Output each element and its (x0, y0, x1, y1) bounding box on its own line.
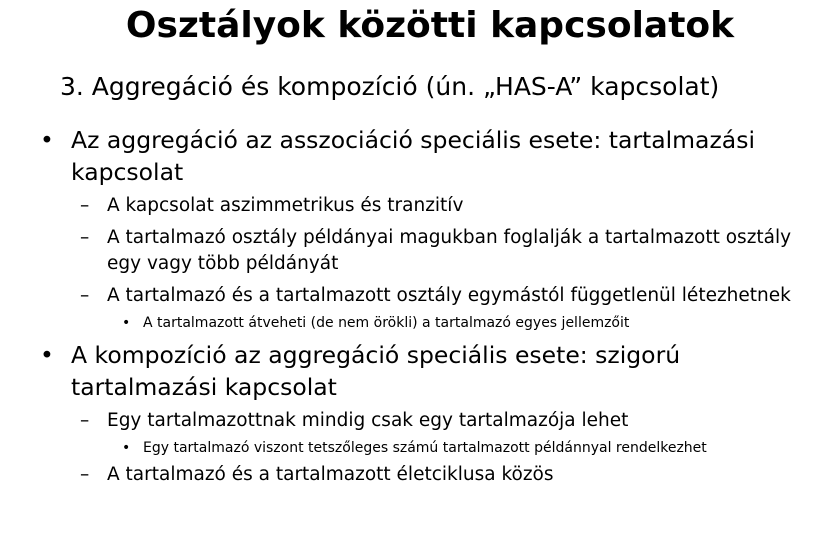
dash-marker: – (80, 195, 90, 216)
bullet-text: A kompozíció az aggregáció speciális esete: szigorú tartalmazási kapcsolat (71, 341, 681, 401)
sub-bullet-independent (0, 283, 807, 309)
sub-sub-bullet-text: A tartalmazott átveheti (de nem örökli) a tartalmazó egyes jellemzőit (143, 315, 630, 331)
sub-sub-bullet-text: Egy tartalmazó viszont tetszőleges számú tartalmazott példánnyal rendelkezhet (143, 440, 707, 456)
bullet-composition (0, 339, 811, 403)
sub-sub-bullet-inherits (0, 313, 813, 333)
sub-bullet-text: A tartalmazó és a tartalmazott életciklusa közös (107, 464, 554, 485)
sub-bullet-instances (0, 225, 807, 277)
dash-marker: – (80, 285, 90, 306)
sub-bullet-asymmetric (0, 193, 807, 219)
sub-bullet-lifecycle (0, 462, 807, 488)
dash-marker: – (80, 410, 90, 431)
bullet-marker: • (40, 126, 54, 154)
small-bullet-marker: • (122, 315, 131, 331)
dash-marker: – (80, 464, 90, 485)
sub-bullet-text: Egy tartalmazottnak mindig csak egy tartalmazója lehet (107, 410, 629, 431)
sub-bullet-text: A kapcsolat aszimmetrikus és tranzitív (107, 195, 464, 216)
slide-title: Osztályok közötti kapcsolatok (125, 5, 735, 46)
sub-bullet-text: A tartalmazó osztály példányai magukban foglalják a tartalmazott osztály egy vagy több példányát (107, 227, 792, 274)
sub-sub-bullet-many-instances (0, 438, 813, 458)
bullet-text: Az aggregáció az asszociáció speciális esete: tartalmazási kapcsolat (71, 126, 755, 186)
dash-marker: – (80, 227, 90, 248)
slide-subtitle: 3. Aggregáció és kompozíció (ún. „HAS-A” kapcsolat) (60, 72, 720, 101)
bullet-marker: • (40, 341, 54, 369)
small-bullet-marker: • (122, 440, 131, 456)
sub-bullet-text: A tartalmazó és a tartalmazott osztály egymástól függetlenül létezhetnek (107, 285, 791, 306)
bullet-aggregation (0, 124, 811, 188)
bullet-list (0, 124, 819, 488)
sub-bullet-single-container (0, 408, 807, 434)
